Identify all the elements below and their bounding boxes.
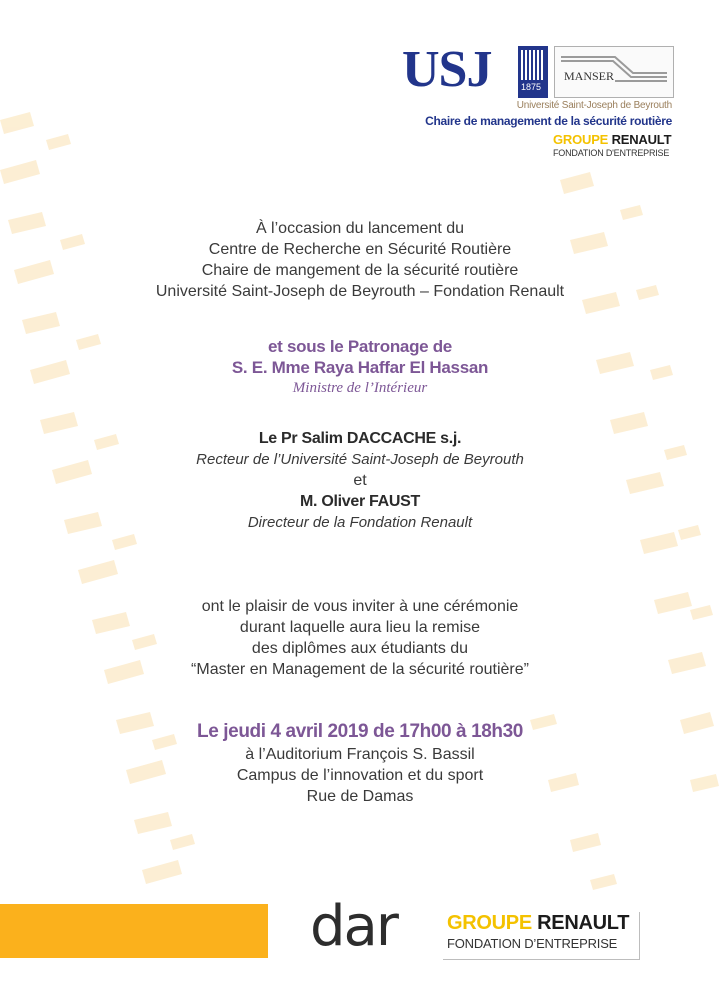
footer-orange-bar bbox=[0, 904, 268, 958]
manser-logo bbox=[554, 46, 674, 98]
manser-label: MANSER bbox=[564, 69, 615, 83]
event-venue-1: à l’Auditorium François S. Bassil bbox=[245, 746, 475, 763]
renault-foundation-label: FONDATION D'ENTREPRISE bbox=[553, 148, 670, 158]
invitation-line-1: ont le plaisir de vous inviter à une cérémonie bbox=[201, 598, 519, 615]
invitation-block bbox=[0, 596, 720, 680]
hosts-conjunction: et bbox=[353, 472, 367, 489]
intro-line-4: Université Saint-Joseph de Beyrouth – Fondation Renault bbox=[155, 283, 565, 300]
renault-foundation-logo bbox=[443, 912, 640, 960]
event-block bbox=[0, 720, 720, 807]
footer-renault-foundation-label: FONDATION D’ENTREPRISE bbox=[447, 936, 618, 951]
host1-role: Recteur de l’Université Saint-Joseph de Beyrouth bbox=[196, 451, 524, 468]
patron-role: Ministre de l’Intérieur bbox=[292, 380, 428, 396]
event-venue-3: Rue de Damas bbox=[306, 788, 414, 805]
invitation-line-3: des diplômes aux étudiants du bbox=[251, 640, 469, 657]
dar-logo: dar bbox=[310, 894, 397, 959]
invitation-line-2: durant laquelle aura lieu la remise bbox=[239, 619, 481, 636]
event-venue-2: Campus de l’innovation et du sport bbox=[236, 767, 484, 784]
host1-name: Le Pr Salim DACCACHE s.j. bbox=[258, 430, 462, 447]
intro-line-3: Chaire de mangement de la sécurité routière bbox=[201, 262, 519, 279]
renault-group-word: GROUPE bbox=[553, 132, 609, 147]
patron-name: S. E. Mme Raya Haffar El Hassan bbox=[231, 358, 489, 377]
intro-line-1: À l’occasion du lancement du bbox=[255, 220, 465, 237]
university-name: Université Saint-Joseph de Beyrouth bbox=[516, 100, 672, 111]
footer-renault-group-word: GROUPE bbox=[447, 912, 532, 934]
renault-foundation-logo-small bbox=[553, 132, 671, 159]
footer-renault-name-word: RENAULT bbox=[531, 912, 630, 934]
host2-name: M. Oliver FAUST bbox=[300, 493, 420, 510]
usj-logo-letters: USJ bbox=[402, 41, 492, 98]
chaire-title: Chaire de management de la sécurité routière bbox=[425, 114, 672, 128]
intro-block bbox=[0, 218, 720, 302]
patronage-heading: et sous le Patronage de bbox=[268, 337, 452, 356]
patronage-block bbox=[0, 336, 720, 399]
intro-line-2: Centre de Recherche en Sécurité Routière bbox=[208, 241, 512, 258]
usj-manser-logo bbox=[402, 41, 674, 98]
event-date: Le jeudi 4 avril 2019 de 17h00 à 18h30 bbox=[197, 721, 523, 742]
hosts-block bbox=[0, 428, 720, 533]
renault-name-word: RENAULT bbox=[608, 132, 672, 147]
usj-year: 1875 bbox=[521, 82, 542, 92]
invitation-line-4: “Master en Management de la sécurité routière” bbox=[191, 661, 529, 678]
host2-role: Directeur de la Fondation Renault bbox=[247, 514, 473, 531]
